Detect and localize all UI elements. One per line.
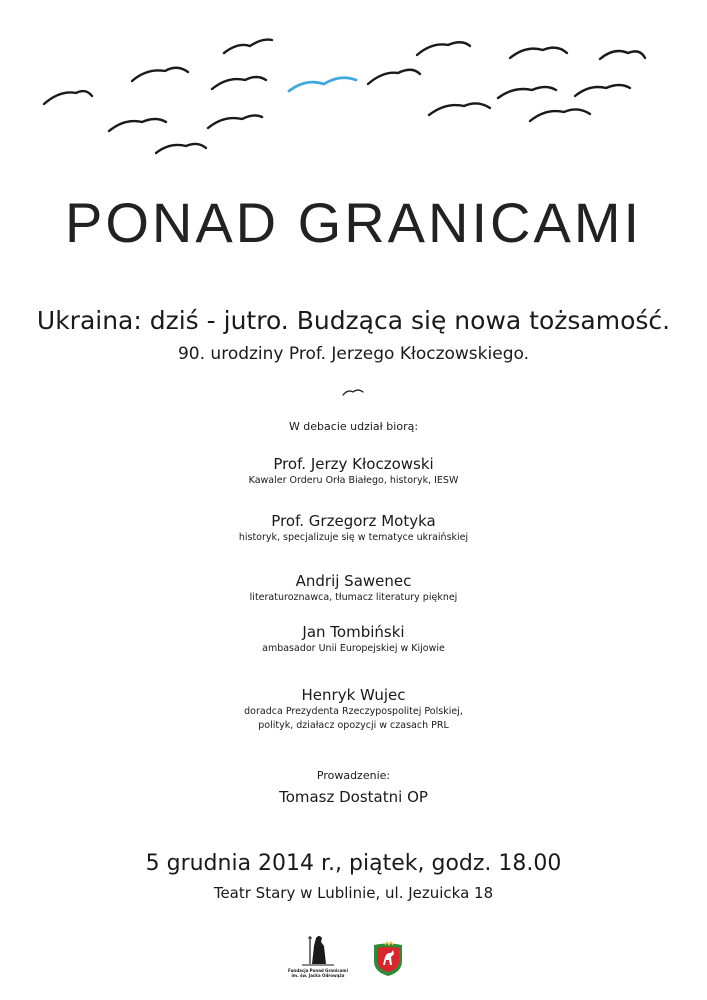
speaker (0, 455, 707, 488)
foundation-logo (288, 932, 348, 982)
speaker (0, 686, 707, 733)
blue-bird (289, 78, 356, 91)
speakers-intro: W debacie udział biorą: (288, 420, 419, 433)
speaker-name: Jan Tombiński (302, 623, 405, 641)
seagull-icon (341, 386, 365, 398)
bird (156, 144, 206, 153)
figure-icon (288, 932, 348, 968)
bird (44, 91, 92, 104)
speaker (0, 572, 707, 605)
bird (224, 40, 272, 53)
bird (368, 70, 420, 84)
speaker-name: Andrij Sawenec (295, 572, 412, 590)
bird (208, 115, 262, 128)
bird (530, 109, 590, 121)
event-venue: Teatr Stary w Lublinie, ul. Jezuicka 18 (213, 884, 494, 902)
poster-title: PONAD GRANICAMI (64, 191, 643, 254)
speaker-description: historyk, specjalizuje się w tematyce ukraińskiej (238, 532, 469, 543)
bird (212, 77, 266, 89)
bird (132, 68, 188, 81)
bird (429, 103, 490, 115)
speaker-name: Prof. Grzegorz Motyka (271, 512, 436, 530)
speaker-description: Kawaler Orderu Orła Białego, historyk, IESW (248, 475, 459, 486)
host-name: Tomasz Dostatni OP (279, 788, 428, 806)
speaker (0, 623, 707, 656)
speaker-description: literaturoznawca, tłumacz literatury pięknej (249, 592, 458, 603)
speaker-name: Prof. Jerzy Kłoczowski (273, 455, 434, 473)
event-date: 5 grudnia 2014 r., piątek, godz. 18.00 (145, 851, 562, 876)
bird (109, 119, 166, 131)
logo-caption: Fundacja Ponad Granicami (288, 968, 348, 973)
seagull-flock-icon (0, 0, 707, 190)
bird (498, 87, 556, 98)
bird (510, 48, 567, 58)
bird (600, 51, 645, 59)
bird (575, 85, 630, 96)
logo-caption: im. św. Jacka Odrowąża (291, 973, 345, 978)
speaker-description: doradca Prezydenta Rzeczypospolitej Polskiej, (244, 706, 463, 717)
city-crest-icon (371, 941, 405, 977)
speaker-name: Henryk Wujec (301, 686, 406, 704)
subheadline: 90. urodziny Prof. Jerzego Kłoczowskiego. (177, 344, 529, 364)
speaker (0, 512, 707, 545)
bird (417, 42, 470, 55)
host-label: Prowadzenie: (316, 769, 391, 782)
speaker-description: polityk, działacz opozycji w czasach PRL (258, 720, 449, 731)
headline: Ukraina: dziś - jutro. Budząca się nowa tożsamość. (36, 306, 671, 335)
speaker-description: ambasador Unii Europejskiej w Kijowie (262, 643, 445, 654)
